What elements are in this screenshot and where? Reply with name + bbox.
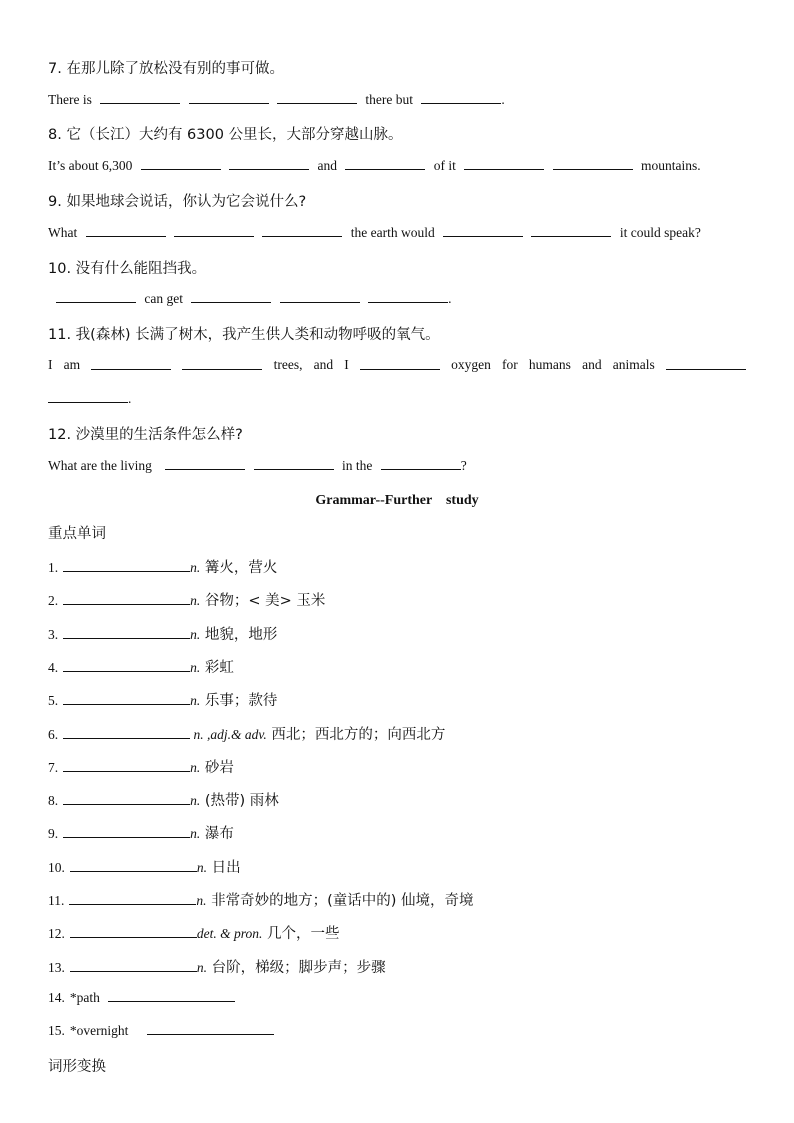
question-12-english [48,457,746,474]
part-of-speech: n. [190,826,201,842]
answer-blank[interactable] [91,357,171,370]
answer-blank[interactable] [345,157,425,170]
vocab-meaning: 西北；西北方的；向西北方 [266,726,446,743]
answer-blank[interactable] [141,157,221,170]
part-of-speech: n. [190,560,201,575]
vocab-item [48,556,746,577]
vocab-meaning: 几个，一些 [262,926,340,943]
answer-blank[interactable] [63,626,190,639]
answer-blank[interactable] [464,157,544,170]
vocab-meaning: 彩虹 [200,659,234,676]
vocab-meaning: 篝火，营火 [200,560,278,576]
vocab-number: 2. [48,593,59,609]
vocab-item [48,623,746,644]
vocab-number: 15. [48,1023,65,1038]
answer-blank[interactable] [254,457,334,470]
answer-blank[interactable] [63,559,190,572]
vocab-item [48,689,746,710]
vocab-meaning: 砂岩 [200,759,234,776]
vocab-item-15 [48,1022,746,1039]
answer-blank[interactable] [56,290,136,303]
vocab-number: 9. [48,826,59,842]
q11-end: . [128,391,132,406]
q9-text-a: What [48,225,78,240]
answer-blank[interactable] [421,91,501,104]
vocab-meaning: 乐事；款待 [200,693,278,710]
q7-end: . [501,92,505,107]
vocab-item [48,889,746,910]
q12-text-a: What are the living [48,458,152,473]
vocab-number: 13. [48,959,65,975]
question-7-english [48,91,746,108]
part-of-speech: n. [190,693,201,709]
vocab-number: 3. [48,626,59,642]
question-10-chinese: 10. 没有什么能阻挡我。 [48,261,207,277]
question-9-english [48,224,746,241]
q11-word: and [582,357,602,372]
answer-blank[interactable] [666,357,746,370]
answer-blank[interactable] [182,357,262,370]
q11-word: and [313,357,334,372]
question-8-chinese: 8. 它（长江）大约有 6300 公里长，大部分穿越山脉。 [48,127,403,143]
vocab-word: *path [69,990,100,1005]
vocab-number: 10. [48,859,65,875]
q11-word: am [63,357,81,372]
part-of-speech: n. [196,959,207,975]
part-of-speech: n. [196,859,207,875]
vocab-item [48,956,746,977]
vocab-word: *overnight [69,1023,129,1038]
question-9-chinese: 9. 如果地球会说话，你认为它会说什么? [48,194,307,210]
section-title: Grammar--Further study [315,493,479,508]
answer-blank[interactable] [48,390,128,403]
q11-word: I [48,357,53,372]
vocab-number: 5. [48,693,59,709]
part-of-speech: n. ,adj.& adv. [190,726,267,742]
answer-blank[interactable] [229,157,309,170]
answer-blank[interactable] [531,224,611,237]
answer-blank[interactable] [191,290,271,303]
question-10-english [56,290,746,307]
vocab-meaning: (热带) 雨林 [200,793,279,810]
q9-text-c: it could speak? [619,225,701,240]
vocab-meaning: 地貌，地形 [200,626,278,643]
answer-blank[interactable] [360,357,440,370]
vocab-item [48,756,746,777]
answer-blank[interactable] [108,989,235,1002]
vocab-number: 11. [48,893,65,908]
answer-blank[interactable] [174,224,254,237]
q9-text-b: the earth would [350,225,435,240]
vocab-item [48,822,746,843]
answer-blank[interactable] [70,925,197,938]
part-of-speech: n. [190,659,201,675]
q11-word: for [502,357,518,372]
vocab-item [48,589,746,610]
q11-word: I [344,357,349,372]
vocab-item [48,856,746,877]
part-of-speech: n. [190,593,201,609]
answer-blank[interactable] [147,1022,274,1035]
vocab-number: 12. [48,926,65,942]
q8-text-a: It’s about 6,300 [48,158,133,173]
vocab-meaning: 日出 [207,859,241,876]
answer-blank[interactable] [63,592,190,605]
question-7-chinese: 7. 在那儿除了放松没有别的事可做。 [48,61,284,77]
part-of-speech: n. [196,893,207,908]
answer-blank[interactable] [63,692,190,705]
answer-blank[interactable] [368,290,448,303]
answer-blank[interactable] [70,859,197,872]
vocab-number: 6. [48,726,59,742]
vocab-meaning: 非常奇妙的地方；(童话中的) 仙境，奇境 [206,893,474,909]
q7-text-b: there but [365,92,413,107]
vocab-number: 4. [48,659,59,675]
q12-end: ? [460,458,467,473]
vocab-number: 1. [48,560,59,575]
answer-blank[interactable] [63,726,190,739]
answer-blank[interactable] [86,224,166,237]
answer-blank[interactable] [63,825,190,838]
answer-blank[interactable] [63,792,190,805]
vocab-heading: 重点单词 [48,526,106,542]
answer-blank[interactable] [63,759,190,772]
vocab-meaning: 谷物；< 美> 玉米 [200,593,326,610]
question-11-english [48,357,746,373]
q11-word: trees, [273,357,303,372]
answer-blank[interactable] [443,224,523,237]
part-of-speech: det. & pron. [196,926,263,942]
vocab-number: 14. [48,990,65,1005]
vocab-item-14 [48,989,746,1006]
answer-blank[interactable] [553,157,633,170]
answer-blank[interactable] [262,224,342,237]
q7-text-a: There is [48,92,92,107]
answer-blank[interactable] [63,659,190,672]
answer-blank[interactable] [100,91,180,104]
vocab-item [48,789,746,810]
q8-text-c: of it [433,158,456,173]
vocab-item [48,922,746,943]
q8-text-b: and [317,158,337,173]
part-of-speech: n. [190,793,201,809]
morph-heading: 词形变换 [48,1059,106,1075]
answer-blank[interactable] [70,959,197,972]
question-11-english-cont [48,390,746,407]
part-of-speech: n. [190,759,201,775]
answer-blank[interactable] [381,457,461,470]
answer-blank[interactable] [165,457,245,470]
answer-blank[interactable] [280,290,360,303]
question-11-chinese: 11. 我(森林) 长满了树木，我产生供人类和动物呼吸的氧气。 [48,327,440,343]
answer-blank[interactable] [277,91,357,104]
vocab-number: 8. [48,793,59,809]
vocab-number: 7. [48,759,59,775]
q8-text-d: mountains. [641,158,701,173]
answer-blank[interactable] [189,91,269,104]
q10-text-a: can get [144,291,183,306]
question-12-chinese: 12. 沙漠里的生活条件怎么样? [48,427,243,443]
vocab-meaning: 瀑布 [200,826,234,843]
vocab-item [48,656,746,677]
q12-text-b: in the [341,458,373,473]
q11-word: oxygen [451,357,491,372]
vocab-meaning: 台阶，梯级；脚步声；步骤 [207,959,386,976]
q11-word: humans [528,357,571,372]
q10-end: . [448,291,452,306]
vocab-item [48,723,746,744]
question-8-english [48,157,746,174]
answer-blank[interactable] [69,892,196,905]
part-of-speech: n. [190,626,201,642]
q11-word: animals [612,357,655,372]
